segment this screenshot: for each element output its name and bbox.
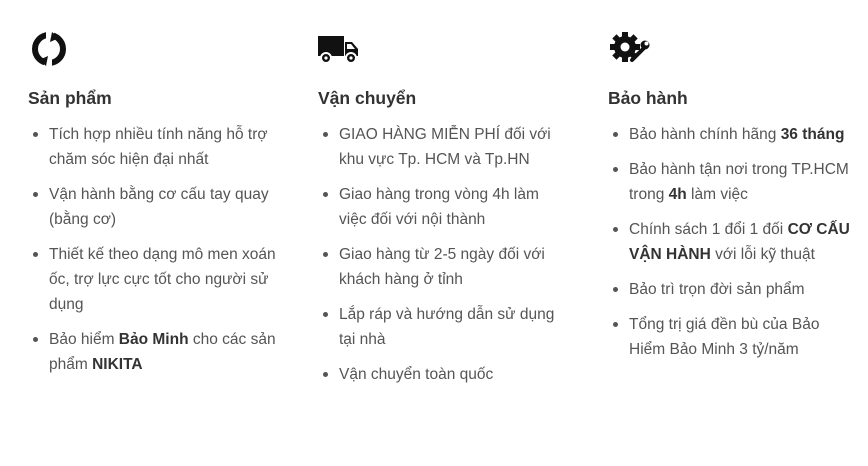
list-item: Giao hàng từ 2-5 ngày đối với khách hàng ở tỉnh xyxy=(318,242,568,292)
feature-title-shipping: Vận chuyển xyxy=(318,88,417,108)
list-item: Giao hàng trong vòng 4h làm việc đối với nội thành xyxy=(318,182,568,232)
feature-title-warranty: Bảo hành xyxy=(608,88,688,108)
truck-icon xyxy=(318,30,360,68)
feature-list-warranty xyxy=(608,122,858,362)
feature-list-product xyxy=(28,122,278,377)
list-item: Vận hành bằng cơ cấu tay quay (bằng cơ) xyxy=(28,182,278,232)
feature-list-shipping xyxy=(318,122,568,387)
list-item: Vận chuyển toàn quốc xyxy=(318,362,568,387)
list-item: Tích hợp nhiều tính năng hỗ trợ chăm sóc hiện đại nhất xyxy=(28,122,278,172)
feature-column-warranty xyxy=(608,30,858,372)
list-item: Bảo hiểm Bảo Minh cho các sản phẩm NIKITA xyxy=(28,327,278,377)
gear-wrench-icon xyxy=(608,30,650,68)
refresh-circle-icon xyxy=(28,30,70,68)
list-item: Bảo trì trọn đời sản phẩm xyxy=(608,277,858,302)
feature-column-product xyxy=(28,30,278,387)
feature-column-shipping xyxy=(318,30,568,397)
list-item: Tổng trị giá đền bù của Bảo Hiểm Bảo Minh 3 tỷ/năm xyxy=(608,312,858,362)
feature-title-product: Sản phẩm xyxy=(28,88,112,108)
list-item: GIAO HÀNG MIỄN PHÍ đối với khu vực Tp. HCM và Tp.HN xyxy=(318,122,568,172)
list-item: Bảo hành tận nơi trong TP.HCM trong 4h làm việc xyxy=(608,157,858,207)
list-item: Thiết kế theo dạng mô men xoán ốc, trợ lực cực tốt cho người sử dụng xyxy=(28,242,278,317)
list-item: Chính sách 1 đổi 1 đối CƠ CẤU VẬN HÀNH với lỗi kỹ thuật xyxy=(608,217,858,267)
list-item: Lắp ráp và hướng dẫn sử dụng tại nhà xyxy=(318,302,568,352)
list-item: Bảo hành chính hãng 36 tháng xyxy=(608,122,858,147)
